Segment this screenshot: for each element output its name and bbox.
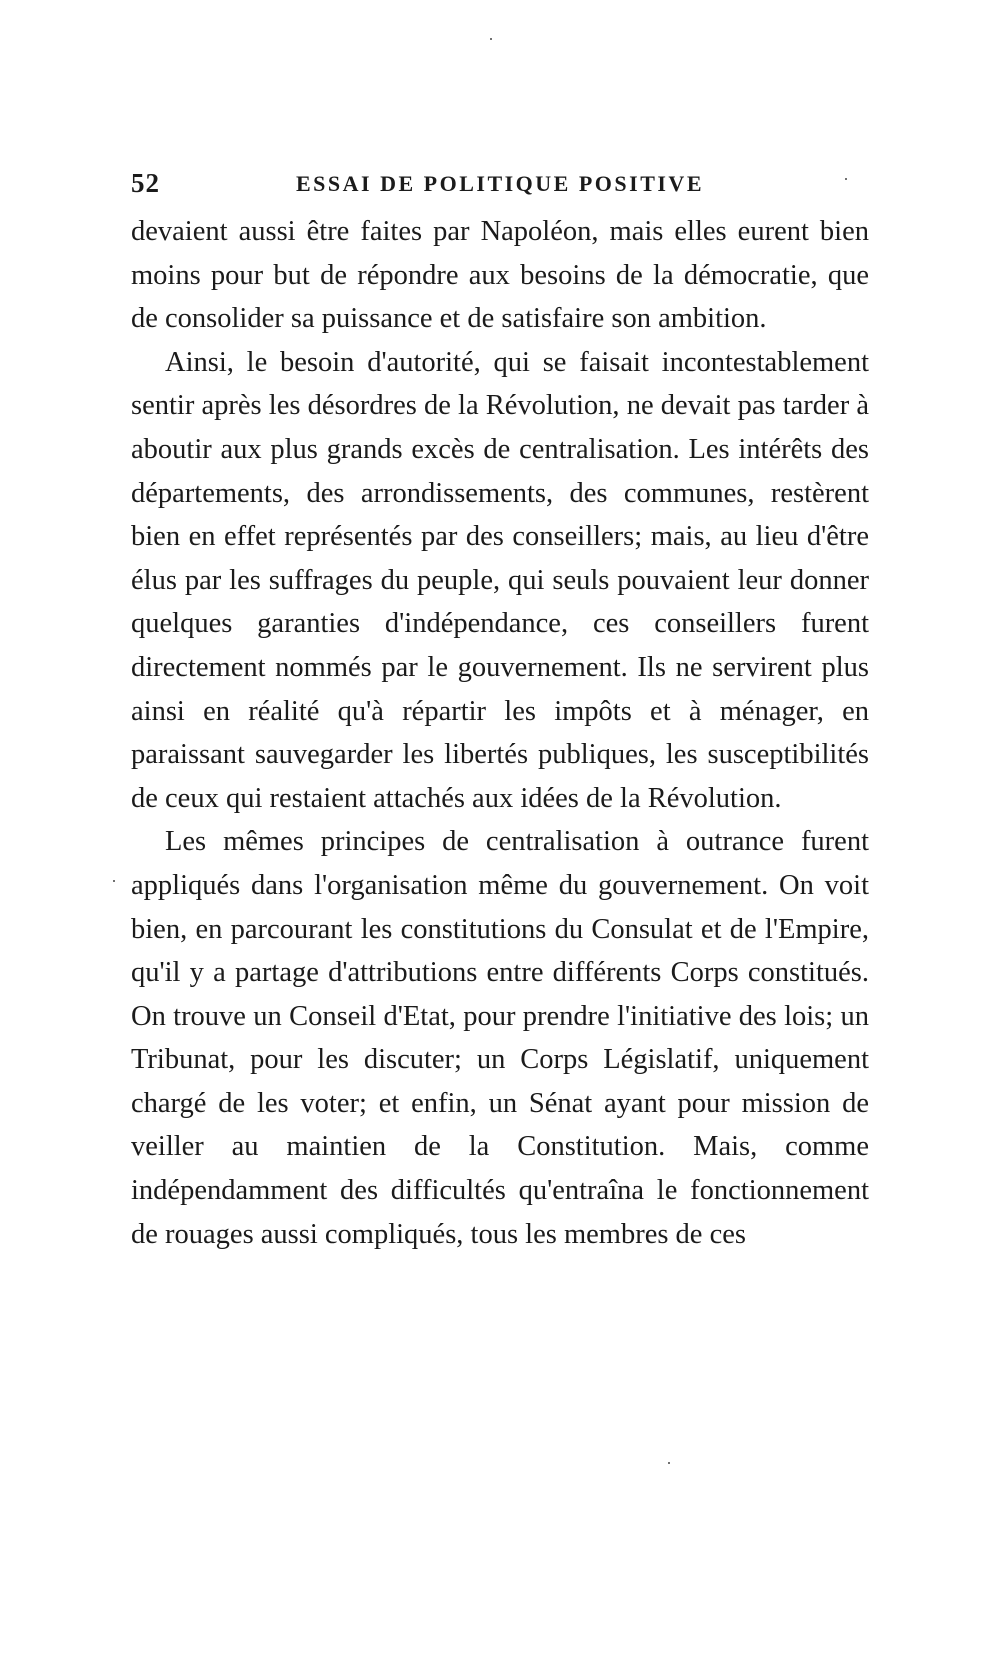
body-text	[131, 210, 869, 1256]
scan-speck	[845, 178, 847, 180]
paragraph-2: Ainsi, le besoin d'autorité, qui se faisait incontestablement sentir après les désordres de la Révolution, ne devait pas tarder à aboutir aux plus grands excès de centralisation. Les intérêts des départements, des arrondissements, des communes, restèrent bien en effet représentés par des conseillers; mais, au lieu d'être élus par les suffrages du peuple, qui seuls pouvaient leur donner quelques garanties d'indépendance, ces conseillers furent directement nommés par le gouvernement. Ils ne servirent plus ainsi en réalité qu'à répartir les impôts et à ménager, en paraissant sauvegarder les libertés publiques, les susceptibilités de ceux qui restaient attachés aux idées de la Révolution.	[131, 346, 869, 814]
running-title: ESSAI DE POLITIQUE POSITIVE	[296, 171, 704, 196]
running-head	[131, 168, 869, 204]
paragraph-3: Les mêmes principes de centralisation à outrance furent appliqués dans l'organisation même du gouvernement. On voit bien, en parcourant les constitutions du Consulat et de l'Empire, qu'il y a partage d'attributions entre différents Corps constitués. On trouve un Conseil d'Etat, pour prendre l'initiative des lois; un Tribunat, pour les discuter; un Corps Législatif, uniquement chargé de les voter; et enfin, un Sénat ayant pour mission de veiller au maintien de la Constitution. Mais, comme indépendamment des difficultés qu'entraîna le fonctionnement de rouages aussi compliqués, tous les membres de ces	[131, 826, 869, 1250]
scan-speck	[490, 38, 492, 40]
scan-speck	[668, 1462, 670, 1464]
scan-speck	[113, 880, 115, 882]
paragraph-1: devaient aussi être faites par Napoléon, mais elles eurent bien moins pour but de répondre aux besoins de la démocratie, que de consolider sa puissance et de satisfaire son ambition.	[131, 216, 869, 335]
page-number: 52	[131, 168, 160, 198]
